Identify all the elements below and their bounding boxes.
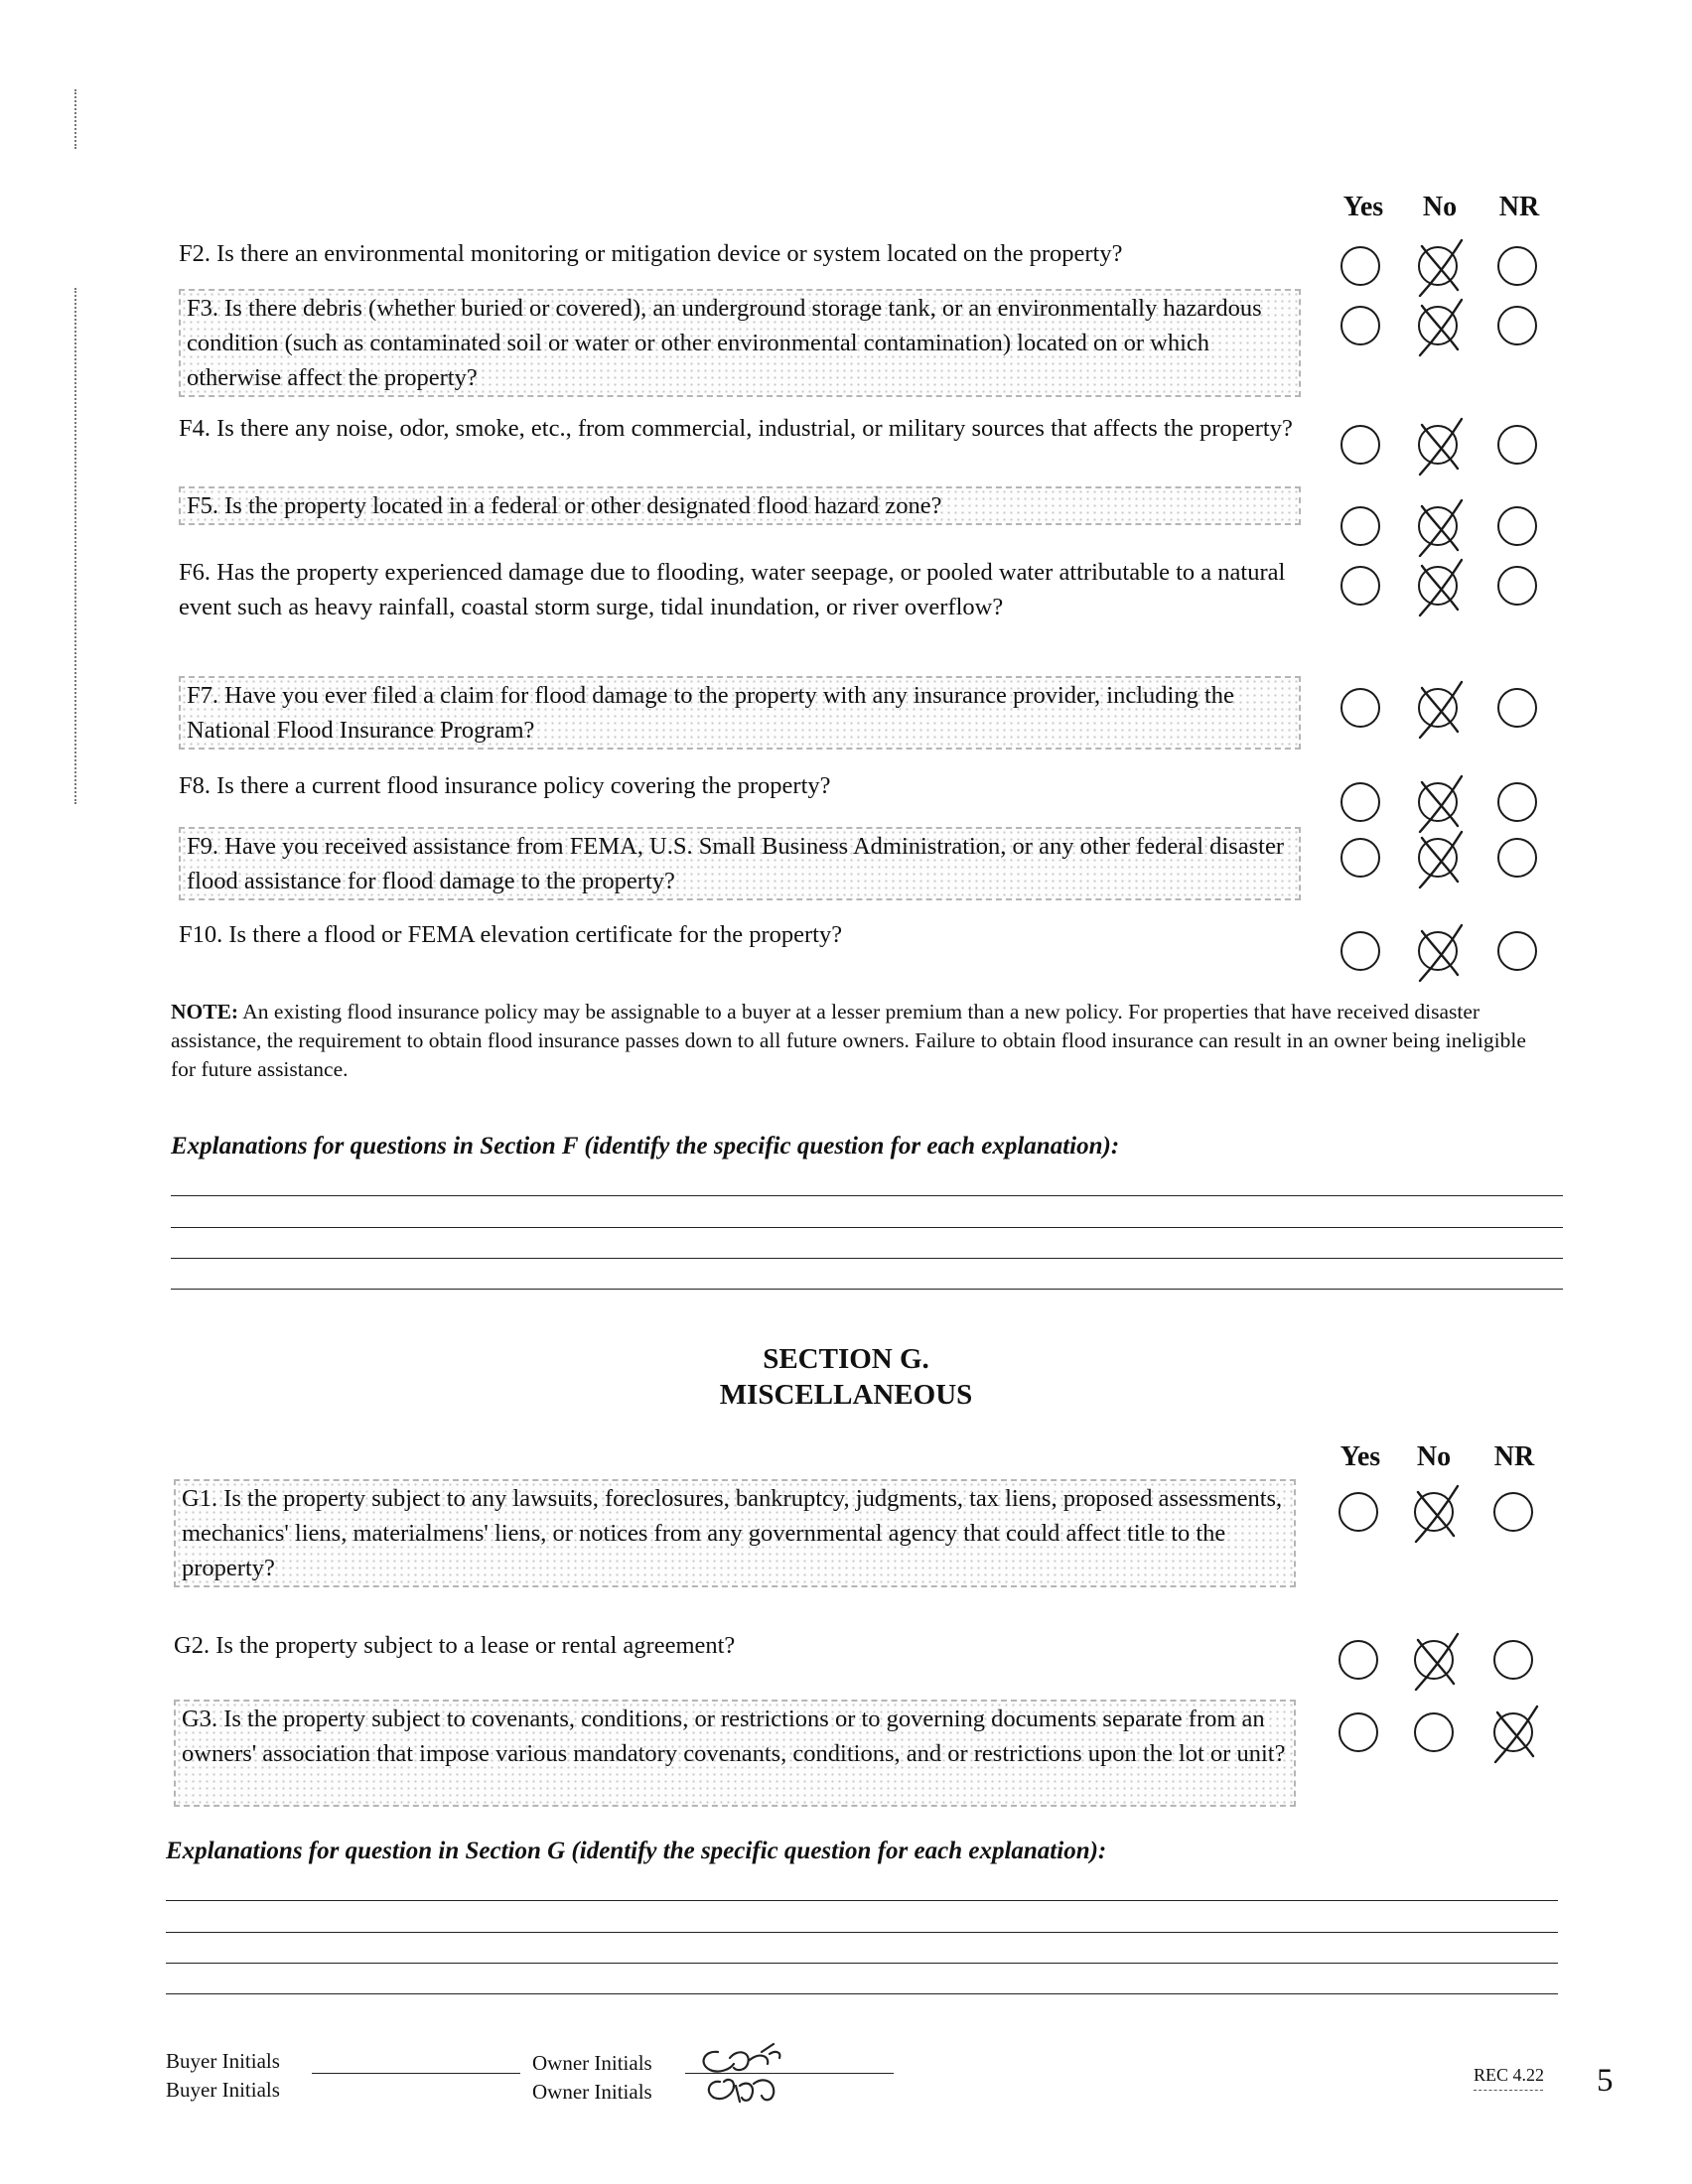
note-label: NOTE:: [171, 1000, 239, 1024]
buyer-initials-line[interactable]: [312, 2073, 520, 2074]
f10-nr-radio[interactable]: [1497, 931, 1537, 971]
f7-yes-radio[interactable]: [1340, 688, 1380, 728]
margin-mark: [74, 288, 76, 804]
g1-yes-radio[interactable]: [1339, 1492, 1378, 1532]
f4-no-radio[interactable]: [1418, 425, 1458, 465]
question-f9: F9. Have you received assistance from FEMA, U.S. Small Business Administration, or any other federal disaster flood assistance for flood damage to the property?: [179, 827, 1301, 900]
section-g-heading-line-2: MISCELLANEOUS: [719, 1379, 973, 1411]
column-header-yes: Yes: [1342, 192, 1384, 222]
g1-nr-radio[interactable]: [1493, 1492, 1533, 1532]
section-f-explanation-line-2[interactable]: [171, 1227, 1563, 1228]
note-text: An existing flood insurance policy may be assignable to a buyer at a lesser premium than a new policy. For properties that have received disaster assistance, the requirement to obtain flood insurance passes down to all future owners. Failure to obtain flood insurance can result in an owner being ineligible for future assistance.: [171, 1000, 1526, 1081]
section-g-explanation-label: Explanations for question in Section G (identify the specific question for each explanation):: [166, 1838, 1107, 1864]
g2-no-radio[interactable]: [1414, 1640, 1454, 1680]
check-x-mark-icon: [1408, 494, 1472, 562]
question-g3: G3. Is the property subject to covenants, conditions, or restrictions or to governing documents separate from an owners' association that impose various mandatory covenants, conditions, and or restrictions upon the lot or unit?: [174, 1700, 1296, 1807]
f10-no-radio[interactable]: [1418, 931, 1458, 971]
f5-no-radio[interactable]: [1418, 506, 1458, 546]
f4-yes-radio[interactable]: [1340, 425, 1380, 465]
f3-no-radio[interactable]: [1418, 306, 1458, 345]
question-g1: G1. Is the property subject to any lawsuits, foreclosures, bankruptcy, judgments, tax liens, proposed assessments, mechanics' liens, materialmens' liens, or notices from any governmental agency that could affect title to the property?: [174, 1479, 1296, 1587]
g3-yes-radio[interactable]: [1339, 1712, 1378, 1752]
g1-no-radio[interactable]: [1414, 1492, 1454, 1532]
form-code-cutoff: [1474, 2090, 1543, 2097]
g2-yes-radio[interactable]: [1339, 1640, 1378, 1680]
section-g-explanation-line-1[interactable]: [166, 1900, 1558, 1901]
question-f5: F5. Is the property located in a federal or other designated flood hazard zone?: [179, 486, 1301, 525]
form-code: REC 4.22: [1474, 2065, 1545, 2085]
check-x-mark-icon: [1408, 919, 1472, 987]
question-g2: G2. Is the property subject to a lease or rental agreement?: [174, 1632, 736, 1659]
question-f7: F7. Have you ever filed a claim for flood damage to the property with any insurance provider, including the National Flood Insurance Program?: [179, 676, 1301, 750]
f5-yes-radio[interactable]: [1340, 506, 1380, 546]
f3-yes-radio[interactable]: [1340, 306, 1380, 345]
f10-yes-radio[interactable]: [1340, 931, 1380, 971]
question-f8: F8. Is there a current flood insurance policy covering the property?: [179, 772, 831, 799]
g3-no-radio[interactable]: [1414, 1712, 1454, 1752]
page-number: 5: [1597, 2063, 1614, 2099]
check-x-mark-icon: [1404, 1628, 1468, 1696]
f7-nr-radio[interactable]: [1497, 688, 1537, 728]
buyer-initials-label-1: Buyer Initials: [166, 2049, 280, 2073]
column-header-no: No: [1416, 1441, 1452, 1472]
f9-no-radio[interactable]: [1418, 838, 1458, 878]
check-x-mark-icon: [1408, 554, 1472, 621]
owner-initials-label-2: Owner Initials: [532, 2080, 652, 2104]
section-f-explanation-label: Explanations for questions in Section F (identify the specific question for each explanation):: [171, 1133, 1120, 1160]
question-f10: F10. Is there a flood or FEMA elevation certificate for the property?: [179, 921, 843, 948]
section-g-explanation-line-4[interactable]: [166, 1993, 1558, 1994]
check-x-mark-icon: [1408, 413, 1472, 480]
check-x-mark-icon: [1408, 826, 1472, 893]
question-f2: F2. Is there an environmental monitoring or mitigation device or system located on the property?: [179, 240, 1123, 267]
section-g-explanation-line-2[interactable]: [166, 1932, 1558, 1933]
check-x-mark-icon: [1408, 294, 1472, 361]
owner-initials-label-1: Owner Initials: [532, 2051, 652, 2075]
question-f3: F3. Is there debris (whether buried or covered), an underground storage tank, or an environmentally hazardous condition (such as contaminated soil or water or other environmental contamination) located on or which otherwise affect the property?: [179, 289, 1301, 397]
column-header-nr: NR: [1493, 1441, 1535, 1472]
check-x-mark-icon: [1408, 676, 1472, 744]
f2-nr-radio[interactable]: [1497, 246, 1537, 286]
section-g-heading-line-1: SECTION G.: [763, 1343, 929, 1375]
f2-no-radio[interactable]: [1418, 246, 1458, 286]
flood-insurance-note: [171, 998, 1531, 1084]
section-f-explanation-line-3[interactable]: [171, 1258, 1563, 1259]
f8-nr-radio[interactable]: [1497, 782, 1537, 822]
column-header-nr: NR: [1498, 192, 1540, 222]
g2-nr-radio[interactable]: [1493, 1640, 1533, 1680]
question-f4: F4. Is there any noise, odor, smoke, etc., from commercial, industrial, or military sources that affects the property?: [179, 415, 1293, 442]
f5-nr-radio[interactable]: [1497, 506, 1537, 546]
f6-nr-radio[interactable]: [1497, 566, 1537, 606]
section-f-explanation-line-1[interactable]: [171, 1195, 1563, 1196]
g3-nr-radio[interactable]: [1493, 1712, 1533, 1752]
column-header-yes: Yes: [1340, 1441, 1381, 1472]
f6-no-radio[interactable]: [1418, 566, 1458, 606]
margin-mark: [74, 89, 76, 149]
f8-no-radio[interactable]: [1418, 782, 1458, 822]
f9-nr-radio[interactable]: [1497, 838, 1537, 878]
f3-nr-radio[interactable]: [1497, 306, 1537, 345]
f6-yes-radio[interactable]: [1340, 566, 1380, 606]
section-g-explanation-line-3[interactable]: [166, 1963, 1558, 1964]
section-f-explanation-line-4[interactable]: [171, 1289, 1563, 1290]
buyer-initials-label-2: Buyer Initials: [166, 2078, 280, 2102]
f9-yes-radio[interactable]: [1340, 838, 1380, 878]
check-x-mark-icon: [1483, 1701, 1547, 1768]
owner-initials-signature: [690, 2030, 809, 2110]
check-x-mark-icon: [1404, 1480, 1468, 1548]
column-header-no: No: [1422, 192, 1458, 222]
f7-no-radio[interactable]: [1418, 688, 1458, 728]
question-f6: F6. Has the property experienced damage due to flooding, water seepage, or pooled water attributable to a natural event such as heavy rainfall, coastal storm surge, tidal inundation, or river overflow?: [179, 559, 1286, 620]
f2-yes-radio[interactable]: [1340, 246, 1380, 286]
f4-nr-radio[interactable]: [1497, 425, 1537, 465]
check-x-mark-icon: [1408, 234, 1472, 302]
f8-yes-radio[interactable]: [1340, 782, 1380, 822]
